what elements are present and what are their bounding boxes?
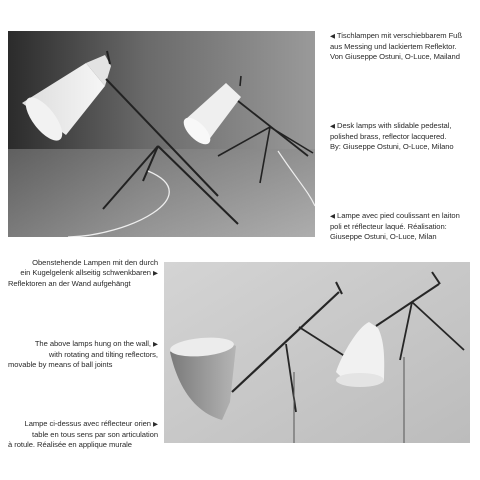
left-arrow-icon: ◀ [330, 123, 335, 130]
right-arrow-icon: ▶ [153, 421, 158, 428]
caption-german-bottom: Obenstehende Lampen mit den durch ein Kugelgelenk allseitig schwenkbaren ▶ Reflektoren an der Wand aufgehängt [8, 258, 158, 288]
caption-english-bottom: The above lamps hung on the wall, ▶ with rotating and tilting reflectors, movable by means of ball joints [8, 339, 158, 369]
left-arrow-icon: ◀ [330, 33, 335, 40]
right-arrow-icon: ▶ [153, 341, 158, 348]
desk-lamps-photo [8, 31, 315, 237]
wall-lamps-photo [164, 262, 470, 443]
caption-english-top: ◀ Desk lamps with slidable pedestal, polished brass, reflector lacquered. By: Giuseppe Ostuni, O-Luce, Milano [330, 121, 454, 151]
caption-german-top: ◀ Tischlampen mit verschiebbarem Fuß aus Messing und lackiertem Reflektor. Von Giuseppe Ostuni, O-Luce, Mailand [330, 31, 462, 61]
right-arrow-icon: ▶ [153, 270, 158, 277]
caption-french-top: ◀ Lampe avec pied coulissant en laiton poli et réflecteur laqué. Réalisation: Giuseppe Ostuni, O-Luce, Milan [330, 211, 460, 241]
caption-french-bottom: Lampe ci-dessus avec réflecteur orien ▶ table en tous sens par son articulation à rotule. Réalisée en applique murale [8, 419, 158, 449]
left-arrow-icon: ◀ [330, 213, 335, 220]
